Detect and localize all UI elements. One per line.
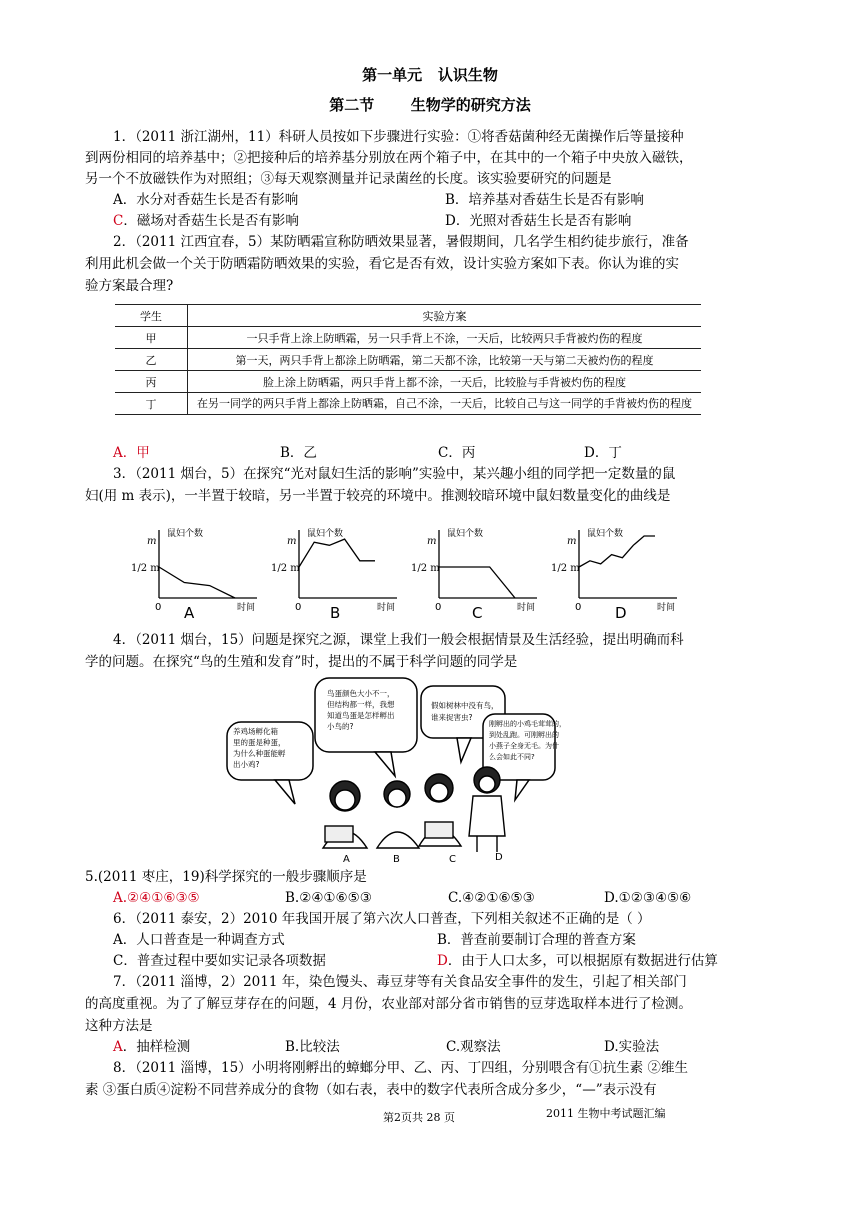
q7-option-a-text: ．抽样检测 (122, 1039, 191, 1055)
q1-option-c-letter: C (113, 213, 124, 229)
chart-d-letter: D (615, 604, 627, 622)
table-row (115, 349, 701, 371)
y-tick-label: 1/2 m (551, 563, 580, 574)
y-tick-label: 1/2 m (131, 563, 160, 574)
cartoon-letter-c: C (449, 854, 456, 865)
q1-option-a: A．水分对香菇生长是否有影响 (113, 192, 299, 208)
table-cell-plan: 在另一同学的两只手背上都涂上防晒霜，自己不涂，一天后，比较自己与这一同学的手背被灼伤的程度 (188, 393, 702, 415)
q6-option-a: A．人口普查是一种调查方式 (113, 932, 285, 948)
q1-option-c (113, 211, 299, 231)
bubble-c-line: 假如树林中没有鸟， (431, 701, 499, 710)
q2-option-a (113, 443, 150, 463)
y-tick-label: m (567, 536, 577, 547)
y-tick-label: 1/2 m (271, 563, 300, 574)
cartoon-illustration (225, 676, 566, 866)
table-cell-student: 乙 (115, 349, 188, 371)
q2-option-c: C．丙 (438, 445, 476, 461)
chart-a-letter: A (184, 604, 195, 622)
bubble-c-line: 谁来捉害虫? (431, 713, 473, 722)
x-axis-label: 时间 (377, 603, 396, 613)
q5-option-d: D.①②③④⑤⑥ (604, 890, 692, 906)
table-cell-plan: 第一天，两只手背上都涂上防晒霜，第二天都不涂，比较第一天与第二天被灼伤的程度 (188, 349, 702, 371)
y-axis-label: 鼠妇个数 (447, 529, 484, 539)
q2-option-d: D．丁 (584, 445, 622, 461)
origin-label: 0 (295, 602, 302, 613)
q5-option-b: B.②④①⑥⑤③ (285, 890, 372, 906)
q2-line-1: 2．（2011 江西宜春，5）某防晒霜宣称防晒效果显著，暑假期间，几名学生相约徒步旅行，准备 (113, 234, 689, 250)
q7-option-c: C.观察法 (446, 1039, 501, 1055)
q2-line-3: 验方案最合理? (85, 278, 174, 294)
q5-option-a: A.②④①⑥③⑤ (113, 890, 200, 906)
q3-line-2: 妇(用 m 表示)，一半置于较暗，另一半置于较亮的环境中。推测较暗环境中鼠妇数量变化的曲线是 (85, 488, 671, 504)
q6-option-b: B．普查前要制订合理的普查方案 (437, 932, 636, 948)
y-axis-label: 鼠妇个数 (587, 529, 624, 539)
q6-option-d-letter: D (437, 953, 448, 969)
y-tick-label: m (287, 536, 297, 547)
cartoon-letters (343, 852, 503, 865)
series-line (299, 539, 375, 567)
bubble-b-line: 鸟蛋颜色大小不一， (327, 689, 395, 698)
q5-line: 5.(2011 枣庄，19)科学探究的一般步骤顺序是 (85, 869, 367, 885)
bubble-d-line: 小燕子全身无毛。为什 (489, 742, 559, 750)
table-cell-student: 丙 (115, 371, 188, 393)
q7-option-b: B.比较法 (285, 1039, 340, 1055)
y-axis-label: 鼠妇个数 (307, 529, 344, 539)
q1-line-1: 1．（2011 浙江湖州，11）科研人员按如下步骤进行实验：①将香菇菌种经无菌操作后等量接种 (113, 129, 684, 145)
bubble-b-line: 知道鸟蛋是怎样孵出 (327, 711, 395, 720)
bubble-a-line: 为什么种蛋能孵 (233, 749, 286, 758)
origin-label: 0 (435, 602, 442, 613)
chart-b-letter: B (330, 604, 341, 622)
q2-line-2: 利用此机会做一个关于防晒霜防晒效果的实验，看它是否有效，设计实验方案如下表。你认为谁的实 (85, 256, 679, 272)
table-head-plan: 实验方案 (188, 305, 702, 327)
q7-option-a-letter: A (113, 1039, 123, 1055)
bubble-b-line: 但结构都一样，我想 (327, 700, 395, 709)
q4-line-1: 4．（2011 烟台，15）问题是探究之源，课堂上我们一般会根据情景及生活经验，提出明确而科 (113, 632, 684, 648)
q1-option-d: D．光照对香菇生长是否有影响 (445, 213, 632, 229)
chart-d (545, 518, 695, 613)
origin-label: 0 (575, 602, 582, 613)
bubble-a (227, 722, 313, 804)
q8-line-2: 素 ③蛋白质④淀粉不同营养成分的食物（如右表，表中的数字代表所含成分多少，“—”表示没有 (85, 1082, 657, 1098)
q1-line-3: 另一个不放磁铁作为对照组；③每天观察测量并记录菌丝的长度。该实验要研究的问题是 (85, 171, 612, 187)
section-title: 第二节 生物学的研究方法 (329, 96, 531, 114)
bubble-a-line: 养鸡场孵化箱 (233, 727, 278, 736)
q7-line-1: 7．（2011 淄博，2）2011 年，染色馒头、毒豆芽等有关食品安全事件的发生，引起了相关部门 (113, 974, 687, 990)
bubble-a-line: 出小鸡? (233, 760, 260, 769)
q6-option-d-text: ．由于人口太多，可以根据原有数据进行估算 (447, 953, 718, 969)
table-cell-student: 甲 (115, 327, 188, 349)
q1-option-b: B．培养基对香菇生长是否有影响 (445, 192, 644, 208)
chart-c-letter: C (472, 604, 483, 622)
x-axis-label: 时间 (657, 603, 676, 613)
y-tick-label: m (427, 536, 437, 547)
cartoon-letter-a: A (343, 854, 350, 865)
table-row (115, 393, 701, 415)
q8-line-1: 8．（2011 淄博，15）小明将刚孵出的蟑螂分甲、乙、丙、丁四组，分别喂含有①抗生素 ②维生 (113, 1060, 688, 1076)
q2-option-b: B．乙 (280, 445, 317, 461)
chart-b (265, 518, 405, 613)
table-cell-student: 丁 (115, 393, 188, 415)
table-cell-plan: 一只手背上涂上防晒霜，另一只手背上不涂，一天后，比较两只手背被灼伤的程度 (188, 327, 702, 349)
y-axis-label: 鼠妇个数 (167, 529, 204, 539)
table-row (115, 371, 701, 393)
page-number: 第2页共 28 页 (383, 1111, 455, 1124)
bubble-b-line: 小鸟的? (327, 722, 354, 731)
origin-label: 0 (155, 602, 162, 613)
cartoon-letter-d: D (495, 852, 503, 863)
bubble-b (315, 678, 417, 776)
series-line (439, 567, 515, 598)
q3-line-1: 3．（2011 烟台，5）在探究“光对鼠妇生活的影响”实验中，某兴趣小组的同学把一定数量的鼠 (113, 466, 676, 482)
chart-a (125, 518, 265, 613)
y-tick-label: m (147, 536, 157, 547)
cartoon-letter-b: B (393, 854, 400, 865)
q1-option-c-text: ．磁场对香菇生长是否有影响 (123, 213, 299, 229)
q7-option-a (113, 1037, 190, 1057)
series-line (579, 536, 655, 567)
q5-option-c: C.④②①⑥⑤③ (448, 890, 535, 906)
q2-option-a-text: A．甲 (113, 445, 150, 461)
q7-line-2: 的高度重视。为了了解豆芽存在的问题，4 月份，农业部对部分省市销售的豆芽选取样本进行了检测。 (85, 996, 692, 1012)
series-line (159, 567, 235, 598)
x-axis-label: 时间 (237, 603, 256, 613)
x-axis-label: 时间 (517, 603, 536, 613)
y-tick-label: 1/2 m (411, 563, 440, 574)
bubble-d-line: 么会如此不同? (489, 753, 535, 761)
q7-option-d: D.实验法 (604, 1039, 660, 1055)
children-drawing (323, 767, 505, 852)
q6-option-d (437, 951, 718, 971)
bubble-d-line: 刚孵出的小鸡毛茸茸的， (489, 720, 566, 728)
table-row (115, 327, 701, 349)
chart-c (405, 518, 545, 613)
table-head-student: 学生 (115, 305, 188, 327)
table-cell-plan: 脸上涂上防晒霜，两只手背上都不涂，一天后，比较脸与手背被灼伤的程度 (188, 371, 702, 393)
experiment-plan-table (115, 304, 701, 415)
q7-line-3: 这种方法是 (85, 1018, 153, 1034)
bubble-a-line: 里的蛋是种蛋， (233, 738, 286, 747)
q6-line: 6．（2011 泰安，2）2010 年我国开展了第六次人口普查，下列相关叙述不正确的是（ ） (113, 911, 651, 927)
bubble-d-line: 到处乱跑。可刚孵出的 (489, 731, 559, 739)
unit-title: 第一单元 认识生物 (362, 66, 498, 84)
q4-line-2: 学的问题。在探究“鸟的生殖和发育”时，提出的不属于科学问题的同学是 (85, 654, 518, 670)
q1-line-2: 到两份相同的培养基中；②把接种后的培养基分别放在两个箱子中，在其中的一个箱子中央放入磁铁， (85, 150, 693, 166)
q6-option-c: C．普查过程中要如实记录各项数据 (113, 953, 326, 969)
footer-title: 2011 生物中考试题汇编 (546, 1107, 666, 1120)
table-header-row (115, 305, 701, 327)
